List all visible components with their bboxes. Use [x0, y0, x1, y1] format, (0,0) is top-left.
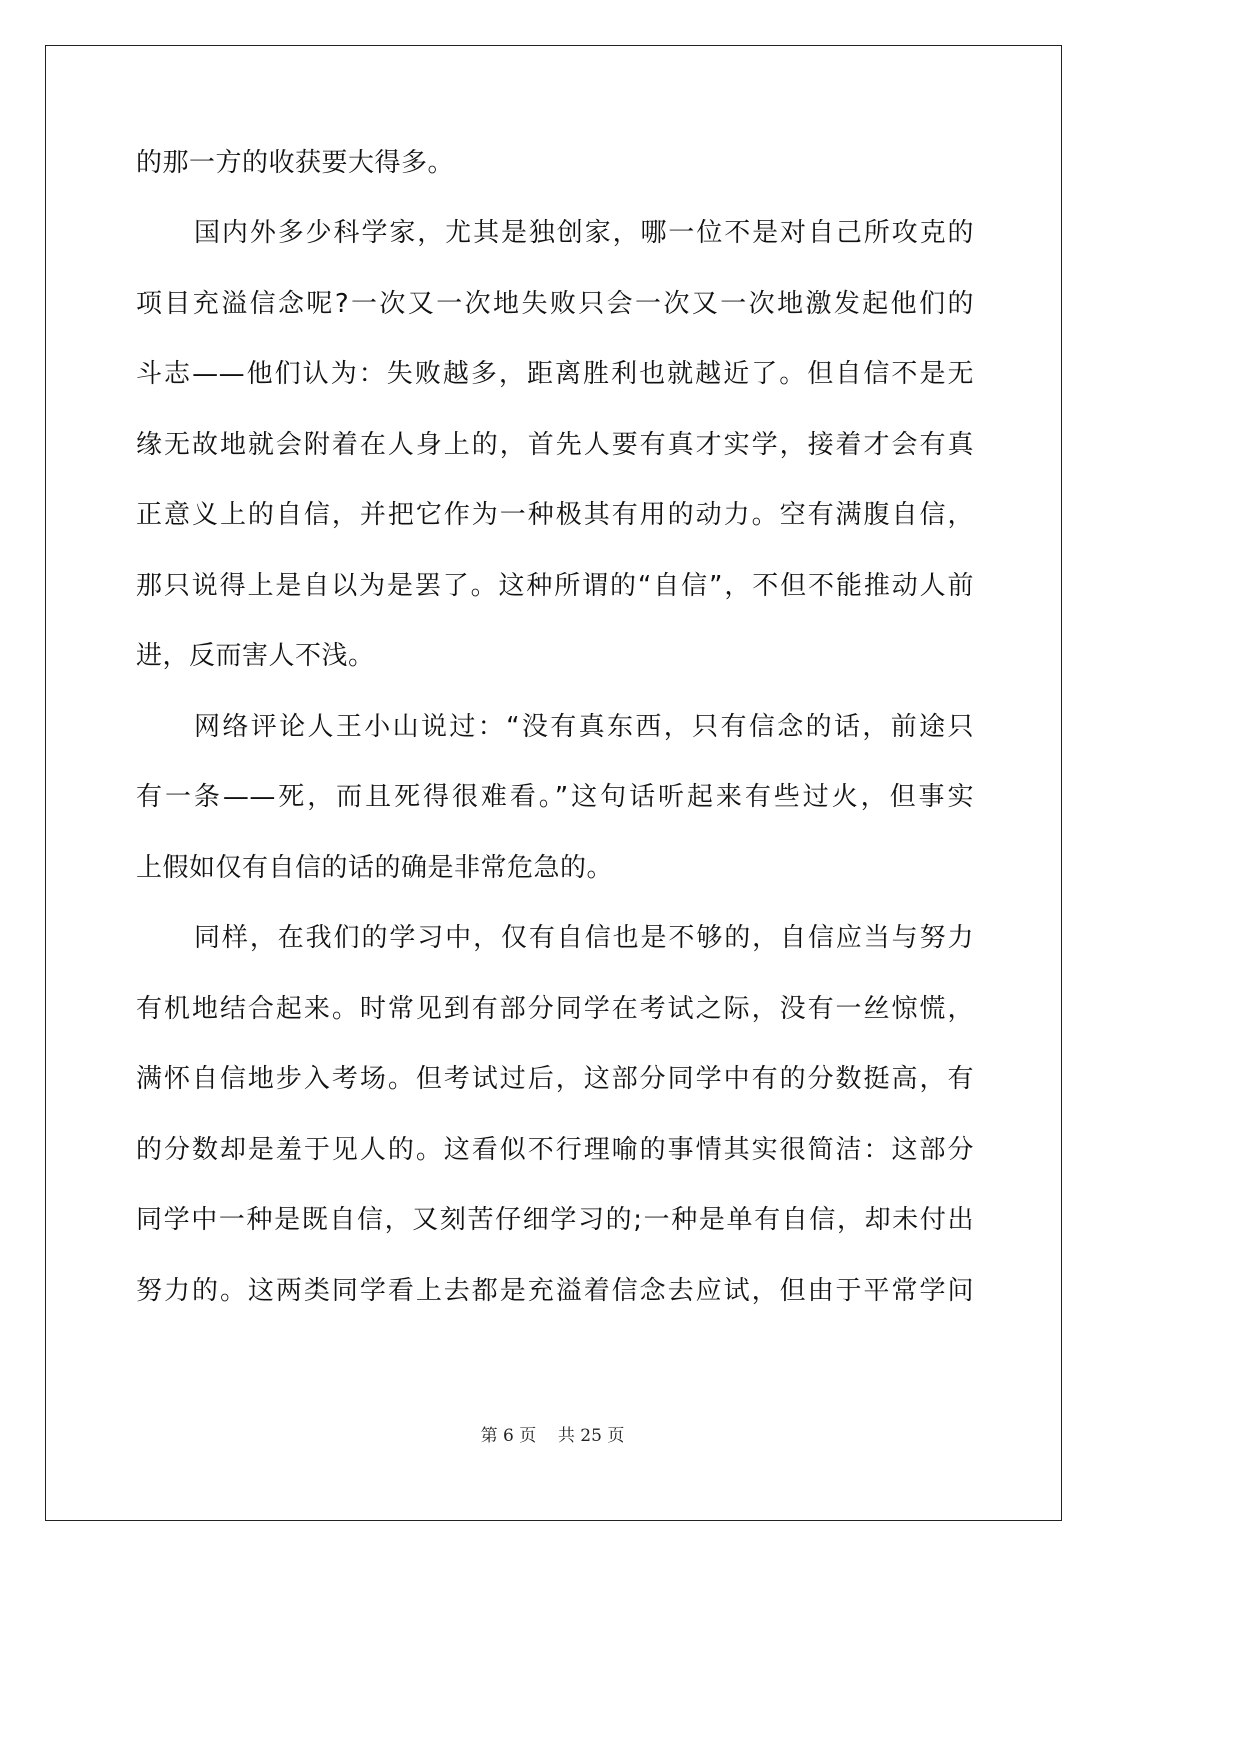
- text-line: 满怀自信地步入考场。但考试过后，这部分同学中有的分数挺高，有: [136, 1064, 974, 1094]
- page-footer: [0, 1425, 1105, 1447]
- page-number: 第 6 页: [480, 1426, 537, 1446]
- text-line: 有一条——死，而且死得很难看。”这句话听起来有些过火，但事实: [136, 782, 974, 812]
- text-line: 的分数却是羞于见人的。这看似不行理喻的事情其实很简洁：这部分: [136, 1135, 974, 1165]
- text-line: 斗志——他们认为：失败越多，距离胜利也就越近了。但自信不是无: [136, 359, 974, 389]
- text-line: 上假如仅有自信的话的确是非常危急的。: [136, 853, 614, 883]
- text-line: 那只说得上是自以为是罢了。这种所谓的“自信”，不但不能推动人前: [136, 571, 974, 601]
- text-line: 有机地结合起来。时常见到有部分同学在考试之际，没有一丝惊慌，: [136, 994, 974, 1024]
- text-line: 同样，在我们的学习中，仅有自信也是不够的，自信应当与努力: [194, 923, 974, 953]
- text-line: 网络评论人王小山说过：“没有真东西，只有信念的话，前途只: [194, 712, 974, 742]
- text-line: 努力的。这两类同学看上去都是充溢着信念去应试，但由于平常学问: [136, 1276, 974, 1306]
- text-line: 同学中一种是既自信，又刻苦仔细学习的;一种是单有自信，却未付出: [136, 1205, 974, 1235]
- text-line: 的那一方的收获要大得多。: [136, 148, 455, 178]
- text-line: 国内外多少科学家，尤其是独创家，哪一位不是对自己所攻克的: [194, 218, 974, 248]
- text-line: 项目充溢信念呢?一次又一次地失败只会一次又一次地激发起他们的: [136, 289, 974, 319]
- text-line: 正意义上的自信，并把它作为一种极其有用的动力。空有满腹自信，: [136, 500, 974, 530]
- text-line: 缘无故地就会附着在人身上的，首先人要有真才实学，接着才会有真: [136, 430, 974, 460]
- page-total: 共 25 页: [557, 1426, 625, 1446]
- text-line: 进，反而害人不浅。: [136, 641, 375, 671]
